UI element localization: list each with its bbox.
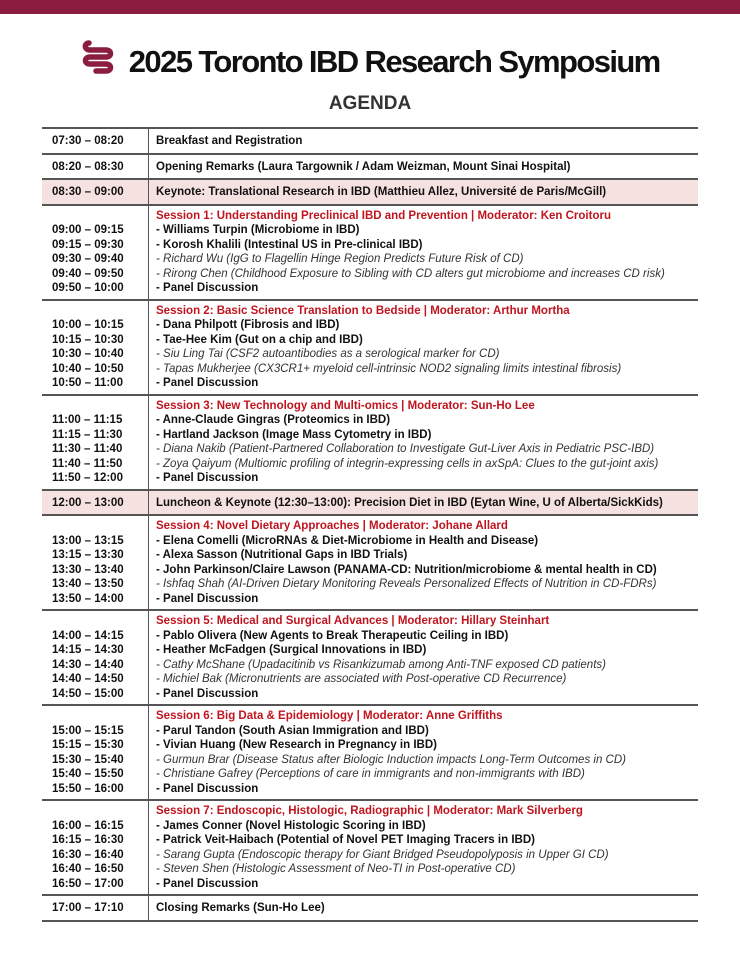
talk-time: 10:00 – 10:15 <box>52 319 124 331</box>
session-title: Session 5: Medical and Surgical Advances | Moderator: Hillary Steinhart <box>156 615 550 627</box>
row-text: Closing Remarks (Sun-Ho Lee) <box>149 895 699 921</box>
talk-time: 15:00 – 15:15 <box>52 724 124 737</box>
talk-time: 16:30 – 16:40 <box>52 848 124 861</box>
row-text: Luncheon & Keynote (12:30–13:00): Precision Diet in IBD (Eytan Wine, U of Alberta/SickKids) <box>149 490 699 516</box>
agenda-table <box>42 127 698 922</box>
talk-item: - Sarang Gupta (Endoscopic therapy for Giant Bridged Pseudopolyposis in Upper GI CD) <box>156 848 609 861</box>
session-3-row <box>42 395 698 490</box>
row-time: 08:20 – 08:30 <box>42 154 149 180</box>
talk-item: - Williams Turpin (Microbiome in IBD) <box>156 224 360 236</box>
talk-item: - Ishfaq Shah (AI-Driven Dietary Monitoring Reveals Personalized Effects of Nutrition in CD-FDRs) <box>156 578 657 590</box>
session-title: Session 3: New Technology and Multi-omics | Moderator: Sun-Ho Lee <box>156 399 535 412</box>
talk-item: - Dana Philpott (Fibrosis and IBD) <box>156 319 340 331</box>
session-6-row <box>42 705 698 800</box>
talk-item: - Panel Discussion <box>156 782 259 795</box>
talk-item: - Tapas Mukherjee (CX3CR1+ myeloid cell-intrinsic NOD2 signaling limits intestinal fibrosis) <box>156 362 622 375</box>
session-times <box>42 515 149 610</box>
talk-time: 11:50 – 12:00 <box>52 472 123 484</box>
top-accent-bar <box>0 0 740 14</box>
talk-time: 14:00 – 14:15 <box>52 629 124 642</box>
talk-time: 10:40 – 10:50 <box>52 362 124 375</box>
talk-time: 14:30 – 14:40 <box>52 658 124 671</box>
talk-item: - Panel Discussion <box>156 592 259 605</box>
talk-time: 16:50 – 17:00 <box>52 877 124 890</box>
session-times <box>42 395 149 490</box>
row-text: Keynote: Translational Research in IBD (Matthieu Allez, Université de Paris/McGill) <box>149 179 699 205</box>
agenda-subtitle: AGENDA <box>328 93 412 114</box>
session-content <box>149 515 699 610</box>
session-title: Session 7: Endoscopic, Histologic, Radiographic | Moderator: Mark Silverberg <box>156 805 583 817</box>
talk-time: 16:00 – 16:15 <box>52 819 124 832</box>
intestine-icon <box>80 40 116 83</box>
talk-time: 15:15 – 15:30 <box>52 739 124 751</box>
talk-item: - Pablo Olivera (New Agents to Break Therapeutic Ceiling in IBD) <box>156 629 509 642</box>
session-times <box>42 610 149 705</box>
talk-item: - Rirong Chen (Childhood Exposure to Sibling with CD alters gut microbiome and increases CD risk) <box>156 267 665 280</box>
session-5-row <box>42 610 698 705</box>
talk-item: - Vivian Huang (New Research in Pregnancy in IBD) <box>156 739 437 751</box>
talk-item: - Panel Discussion <box>156 687 259 700</box>
talk-time: 09:15 – 09:30 <box>52 238 124 251</box>
talk-item: - Alexa Sasson (Nutritional Gaps in IBD Trials) <box>156 549 408 561</box>
talk-item: - Patrick Veit-Haibach (Potential of Novel PET Imaging Tracers in IBD) <box>156 834 535 846</box>
talk-item: - Elena Comelli (MicroRNAs & Diet-Microbiome in Health and Disease) <box>156 534 539 547</box>
talk-time: 15:40 – 15:50 <box>52 768 124 780</box>
talk-item: - Siu Ling Tai (CSF2 autoantibodies as a serological marker for CD) <box>156 348 500 360</box>
talk-item: - Korosh Khalili (Intestinal US in Pre-clinical IBD) <box>156 238 423 251</box>
talk-item: - Diana Nakib (Patient-Partnered Collaboration to Investigate Gut-Liver Axis in Pediatric PSC-IBD) <box>156 443 655 455</box>
talk-time: 11:00 – 11:15 <box>52 414 123 426</box>
session-content <box>149 610 699 705</box>
session-times <box>42 300 149 395</box>
talk-time: 10:15 – 10:30 <box>52 333 124 346</box>
talk-time: 10:30 – 10:40 <box>52 348 124 360</box>
talk-time: 09:30 – 09:40 <box>52 253 124 265</box>
row-time: 17:00 – 17:10 <box>42 895 149 921</box>
talk-item: - Panel Discussion <box>156 877 259 890</box>
talk-time: 16:15 – 16:30 <box>52 834 124 846</box>
session-content <box>149 705 699 800</box>
session-content <box>149 300 699 395</box>
session-title: Session 6: Big Data & Epidemiology | Moderator: Anne Griffiths <box>156 710 503 722</box>
session-times <box>42 800 149 895</box>
session-2-row <box>42 300 698 395</box>
talk-item: - Gurmun Brar (Disease Status after Biologic Induction impacts Long-Term Outcomes in CD) <box>156 753 626 766</box>
talk-item: - Tae-Hee Kim (Gut on a chip and IBD) <box>156 333 363 346</box>
talk-time: 11:30 – 11:40 <box>52 443 123 455</box>
talk-time: 09:50 – 10:00 <box>52 282 124 294</box>
session-content <box>149 395 699 490</box>
talk-item: - Heather McFadgen (Surgical Innovations in IBD) <box>156 644 427 656</box>
session-4-row <box>42 515 698 610</box>
page-title: 2025 Toronto IBD Research Symposium <box>128 43 660 79</box>
talk-time: 09:40 – 09:50 <box>52 267 124 280</box>
talk-item: - Christiane Gafrey (Perceptions of care in immigrants and non-immigrants with IBD) <box>156 768 585 780</box>
agenda-row-keynote <box>42 179 698 205</box>
talk-time: 15:50 – 16:00 <box>52 782 124 795</box>
talk-time: 14:40 – 14:50 <box>52 673 124 685</box>
talk-item: - James Conner (Novel Histologic Scoring in IBD) <box>156 819 426 832</box>
agenda-row-closing <box>42 895 698 921</box>
talk-time: 13:50 – 14:00 <box>52 592 124 605</box>
session-times <box>42 705 149 800</box>
talk-time: 10:50 – 11:00 <box>52 377 123 389</box>
agenda-row-breakfast <box>42 128 698 154</box>
talk-time: 15:30 – 15:40 <box>52 753 124 766</box>
talk-item: - Panel Discussion <box>156 472 259 484</box>
talk-time: 11:15 – 11:30 <box>52 428 123 441</box>
talk-item: - Parul Tandon (South Asian Immigration and IBD) <box>156 724 429 737</box>
session-title: Session 4: Novel Dietary Approaches | Moderator: Johane Allard <box>156 520 508 532</box>
talk-item: - Anne-Claude Gingras (Proteomics in IBD) <box>156 414 391 426</box>
title-row <box>0 40 740 83</box>
talk-item: - Zoya Qaiyum (Multiomic profiling of integrin-expressing cells in axSpA: Clues to the gut-joint axis) <box>156 457 659 470</box>
session-content <box>149 205 699 300</box>
talk-item: - Cathy McShane (Upadacitinib vs Risankizumab among Anti-TNF exposed CD patients) <box>156 658 606 671</box>
talk-item: - Steven Shen (Histologic Assessment of Neo-TI in Post-operative CD) <box>156 863 516 875</box>
talk-time: 11:40 – 11:50 <box>52 457 123 470</box>
agenda-row-luncheon <box>42 490 698 516</box>
talk-time: 09:00 – 09:15 <box>52 224 124 236</box>
row-time: 08:30 – 09:00 <box>42 179 149 205</box>
talk-time: 16:40 – 16:50 <box>52 863 124 875</box>
talk-item: - Hartland Jackson (Image Mass Cytometry in IBD) <box>156 428 432 441</box>
talk-item: - Panel Discussion <box>156 282 259 294</box>
talk-item: - Richard Wu (IgG to Flagellin Hinge Region Predicts Future Risk of CD) <box>156 253 524 265</box>
talk-item: - John Parkinson/Claire Lawson (PANAMA-CD: Nutrition/microbiome & mental health in CD) <box>156 563 657 576</box>
talk-time: 14:50 – 15:00 <box>52 687 124 700</box>
session-7-row <box>42 800 698 895</box>
talk-time: 13:00 – 13:15 <box>52 534 124 547</box>
talk-time: 14:15 – 14:30 <box>52 644 124 656</box>
session-content <box>149 800 699 895</box>
session-title: Session 2: Basic Science Translation to Bedside | Moderator: Arthur Mortha <box>156 304 570 317</box>
row-time: 12:00 – 13:00 <box>42 490 149 516</box>
agenda-row-opening <box>42 154 698 180</box>
session-1-row <box>42 205 698 300</box>
session-times <box>42 205 149 300</box>
row-text: Breakfast and Registration <box>149 128 699 154</box>
talk-item: - Panel Discussion <box>156 377 259 389</box>
session-title: Session 1: Understanding Preclinical IBD and Prevention | Moderator: Ken Croitoru <box>156 209 611 222</box>
row-time: 07:30 – 08:20 <box>42 128 149 154</box>
talk-item: - Michiel Bak (Micronutrients are associated with Post-operative CD Recurrence) <box>156 673 567 685</box>
talk-time: 13:15 – 13:30 <box>52 549 124 561</box>
row-text: Opening Remarks (Laura Targownik / Adam Weizman, Mount Sinai Hospital) <box>149 154 699 180</box>
talk-time: 13:30 – 13:40 <box>52 563 124 576</box>
talk-time: 13:40 – 13:50 <box>52 578 124 590</box>
